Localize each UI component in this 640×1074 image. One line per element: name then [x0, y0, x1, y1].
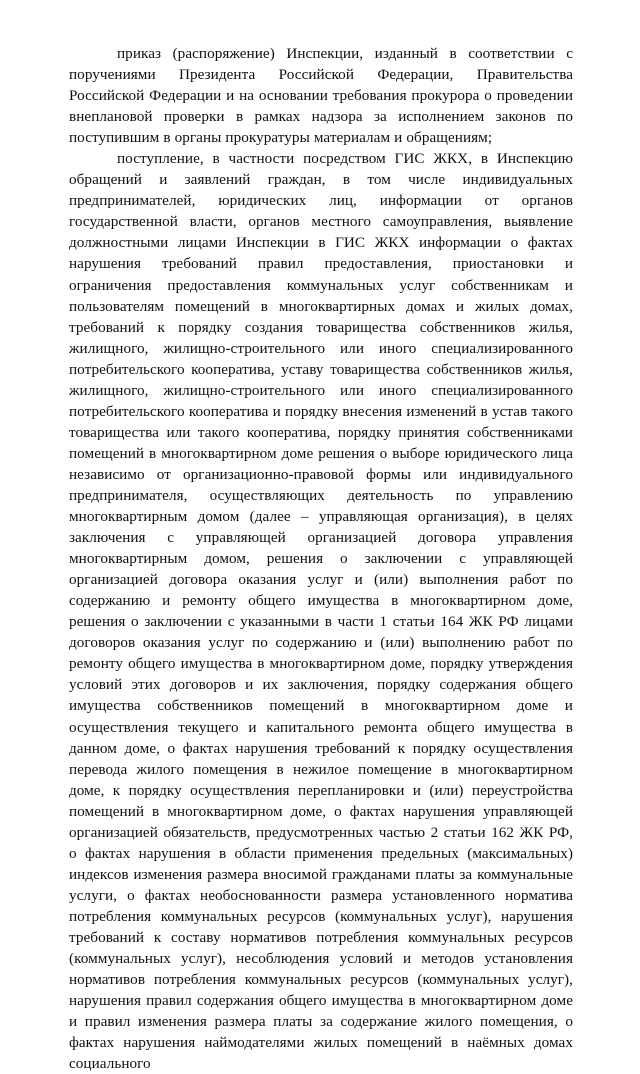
paragraph-gis-zhkh-receipt: поступление, в частности посредством ГИС ЖКХ, в Инспекцию обращений и заявлений граждан, в том числе индивидуальных предпринимателей, юридических лиц, информации от органов государственной власти, органов местного самоуправления, выявление должностными лицами Инспекции в ГИС ЖКХ информации о фактах нарушения требований правил предоставления, приостановки и ограничения предоставления коммунальных услуг собственникам и пользователям помещений в многоквартирных домах и жилых домах, требований к порядку создания товарищества собственников жилья, жилищного, жилищно-строительного или иного специализированного потребительского кооператива, уставу товарищества собственников жилья, жилищного, жилищно-строительного или иного специализированного потребительского кооператива и порядку внесения изменений в устав такого товарищества или такого кооператива, порядку принятия собственниками помещений в многоквартирном доме решения о выборе юридического лица независимо от организационно-правовой формы или индивидуального предпринимателя, осуществляющих деятельность по управлению многоквартирным домом (далее – управляющая организация), в целях заключения с управляющей организацией договора управления многоквартирным домом, решения о заключении с управляющей организацией договора оказания услуг и (или) выполнения работ по содержанию и ремонту общего имущества в многоквартирном доме, решения о заключении с указанными в части 1 статьи 164 ЖК РФ лицами договоров оказания услуг по содержанию и (или) выполнению работ по ремонту общего имущества в многоквартирном доме, порядку утверждения условий этих договоров и их заключения, порядку содержания общего имущества собственников помещений в многоквартирном доме и осуществления текущего и капитального ремонта общего имущества в данном доме, о фактах нарушения требований к порядку осуществления перевода жилого помещения в нежилое помещение в многоквартирном доме, к порядку осуществления перепланировки и (или) переустройства помещений в многоквартирном доме, о фактах нарушения управляющей организацией обязательств, предусмотренных частью 2 статьи 162 ЖК РФ, о фактах нарушения в области применения предельных (максимальных) индексов изменения размера вносимой гражданами платы за коммунальные услуги, о фактах необоснованности размера установленного норматива потребления коммунальных ресурсов (коммунальных услуг), нарушения требований к составу нормативов потребления коммунальных ресурсов (коммунальных услуг), несоблюдения условий и методов установления нормативов потребления коммунальных ресурсов (коммунальных услуг), нарушения правил содержания общего имущества в многоквартирном доме и правил изменения размера платы за содержание жилого помещения, о фактах нарушения наймодателями жилых помещений в наёмных домах социального: [69, 150, 573, 1073]
paragraph-order-inspection: приказ (распоряжение) Инспекции, изданный в соответствии с поручениями Президента Российской Федерации, Правительства Российской Федерации и на основании требования прокурора о проведении внеплановой проверки в рамках надзора за исполнением законов по поступившим в органы прокуратуры материалам и обращениям;: [69, 45, 573, 147]
document-text-body: [69, 43, 573, 1074]
